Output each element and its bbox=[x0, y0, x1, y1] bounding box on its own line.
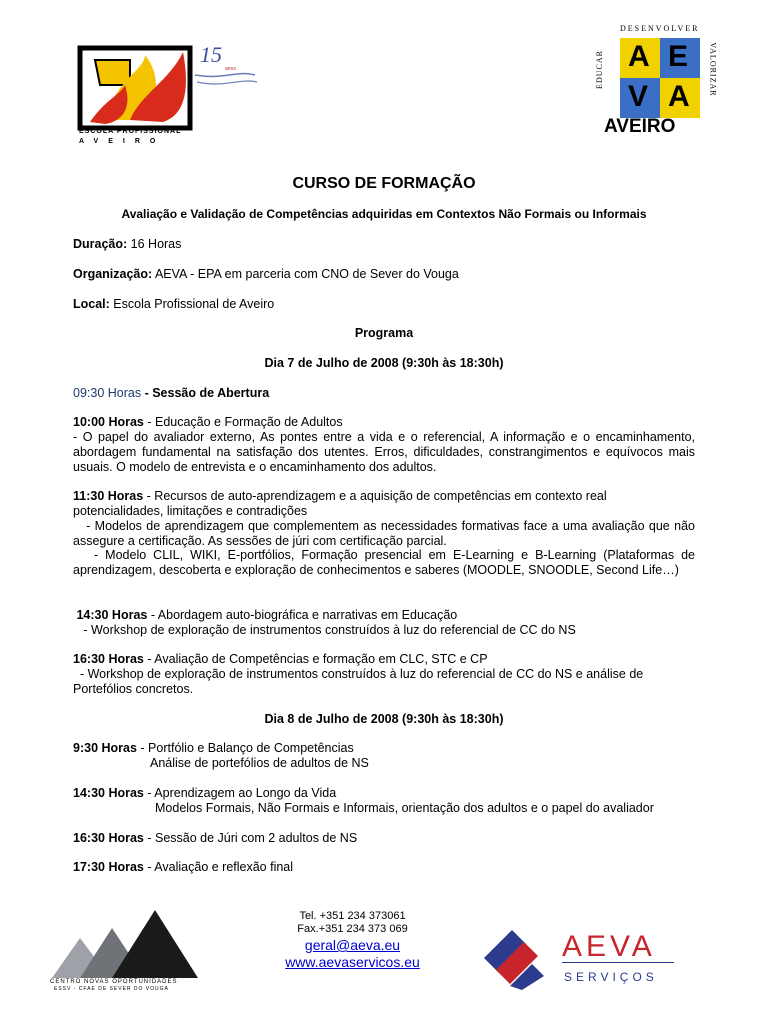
footer-email-link[interactable]: geral@aeva.eu bbox=[304, 937, 401, 953]
anniversary-small-text: anos bbox=[225, 66, 236, 72]
day1-session4 bbox=[73, 608, 695, 623]
aeva-servicos-subword: SERVIÇOS bbox=[564, 970, 658, 984]
day2-s2-time: 14:30 Horas bbox=[73, 786, 144, 800]
aeva-letter-v: V bbox=[628, 80, 649, 113]
day1-heading: Dia 7 de Julho de 2008 (9:30h às 18:30h) bbox=[264, 356, 504, 370]
day2-session2 bbox=[73, 786, 695, 801]
day1-s3-title: - Recursos de auto-aprendizagem e a aquisição de competências em contexto real potencialidades, limitações e contradições bbox=[73, 489, 607, 518]
day2-s2-body: Modelos Formais, Não Formais e Informais, orientação dos adultos e o papel do avaliador bbox=[155, 801, 654, 815]
day1-s2-title: - Educação e Formação de Adultos bbox=[143, 415, 343, 429]
day2-session4 bbox=[73, 860, 695, 875]
footer-contact bbox=[250, 910, 455, 971]
day1-s1-time: 09:30 Horas bbox=[73, 386, 142, 400]
local-value: Escola Profissional de Aveiro bbox=[109, 297, 275, 311]
aeva-servicos-word: AEVA bbox=[562, 930, 656, 963]
day2-s3-title: - Sessão de Júri com 2 adultos de NS bbox=[143, 831, 358, 845]
anniversary-number: 15 bbox=[200, 42, 222, 67]
day2-s1-title: - Portfólio e Balanço de Competências bbox=[136, 741, 354, 755]
day1-s4-title: - Abordagem auto-biográfica e narrativas em Educação bbox=[147, 608, 458, 622]
aeva-letter-a1: A bbox=[628, 40, 650, 73]
day2-session3 bbox=[73, 831, 695, 846]
aeva-logo-word: AVEIRO bbox=[604, 116, 676, 137]
day2-s4-time: 17:30 Horas bbox=[73, 860, 144, 874]
organizacao-line bbox=[73, 267, 695, 282]
cno-logo-line2: ESSV - CFAE DE SEVER DO VOUGA bbox=[54, 986, 169, 992]
aeva-letter-e: E bbox=[668, 40, 689, 73]
day2-s2-title: - Aprendizagem ao Longo da Vida bbox=[143, 786, 337, 800]
page-subtitle: Avaliação e Validação de Competências adquiridas em Contextos Não Formais ou Informais bbox=[121, 207, 647, 221]
organizacao-label: Organização: bbox=[73, 267, 153, 281]
day1-s5-title: - Avaliação de Competências e formação em CLC, STC e CP bbox=[143, 652, 488, 666]
day1-session5 bbox=[73, 652, 695, 667]
cno-logo bbox=[50, 908, 200, 993]
escola-logo-line2: AVEIRO bbox=[79, 138, 166, 145]
day1-s2-body: - O papel do avaliador externo, As pontes entre a vida e o referencial, A informação e o encaminhamento, abordagem fundamental na satisfação dos utentes. Erros, dificuldades, constrangimentos e equívocos mais usuais. O modelo de entrevista e o encaminhamento dos adultos. bbox=[73, 430, 695, 474]
local-line bbox=[73, 297, 695, 312]
aeva-letter-a2: A bbox=[668, 80, 690, 113]
cno-logo-line1: CENTRO NOVAS OPORTUNIDADES bbox=[50, 979, 178, 985]
day1-s3-body2: - Modelo CLIL, WIKI, E-portfólios, Formação presencial em E-Learning e B-Learning (Plataformas de aprendizagem, descoberta e exploração de conhecimentos e saberes (MOODLE, SNOODLE, Second Life…) bbox=[73, 548, 699, 577]
duracao-line bbox=[73, 237, 695, 252]
day1-s4-body: - Workshop de exploração de instrumentos construídos à luz do referencial de CC do NS bbox=[73, 623, 576, 637]
day1-s1-title: - Sessão de Abertura bbox=[141, 386, 270, 400]
day2-s1-body: Análise de portefólios de adultos de NS bbox=[150, 756, 369, 770]
footer-website-link[interactable]: www.aevaservicos.eu bbox=[285, 954, 420, 970]
day1-s5-body: - Workshop de exploração de instrumentos construídos à luz do referencial de CC do NS e análise de Portefólios concretos. bbox=[73, 667, 647, 696]
day1-session2 bbox=[73, 415, 695, 430]
organizacao-value: AEVA - EPA em parceria com CNO de Sever do Vouga bbox=[152, 267, 459, 281]
day2-s1-time: 9:30 Horas bbox=[73, 741, 137, 755]
duracao-value: 16 Horas bbox=[127, 237, 182, 251]
page-title: CURSO DE FORMAÇÃO bbox=[292, 175, 476, 192]
aeva-servicos-graphic bbox=[482, 928, 562, 993]
day2-s3-time: 16:30 Horas bbox=[73, 831, 144, 845]
day2-s4-title: - Avaliação e reflexão final bbox=[143, 860, 294, 874]
aeva-servicos-divider bbox=[562, 962, 674, 963]
day1-s3-body1: - Modelos de aprendizagem que complementem as necessidades formativas face a uma avaliação que não assegure a certificação. As sessões de júri com certificação parcial. bbox=[73, 519, 699, 548]
aeva-arc-top: DESENVOLVER bbox=[620, 24, 700, 33]
day1-session3 bbox=[73, 489, 695, 519]
day1-s5-time: 16:30 Horas bbox=[73, 652, 144, 666]
footer-tel: Tel. +351 234 373061 bbox=[299, 910, 406, 922]
escola-logo-line1: ESCOLA PROFISSIONAL bbox=[79, 128, 182, 135]
programa-heading: Programa bbox=[354, 326, 414, 340]
escola-profissional-logo bbox=[75, 40, 265, 150]
day1-s3-time: 11:30 Horas bbox=[73, 489, 144, 503]
aeva-arc-left: EDUCAR bbox=[594, 50, 604, 89]
aeva-servicos-logo bbox=[482, 928, 682, 993]
aeva-arc-right: VALORIZAR bbox=[708, 42, 718, 97]
day1-s4-time: 14:30 Horas bbox=[73, 608, 148, 622]
duracao-label: Duração: bbox=[73, 237, 128, 251]
local-label: Local: bbox=[73, 297, 110, 311]
day1-session1 bbox=[73, 386, 695, 401]
cno-logo-graphic bbox=[50, 908, 200, 980]
day2-session1 bbox=[73, 741, 695, 756]
footer-fax: Fax.+351 234 373 069 bbox=[297, 923, 408, 935]
day1-s2-time: 10:00 Horas bbox=[73, 415, 144, 429]
day2-heading: Dia 8 de Julho de 2008 (9:30h às 18:30h) bbox=[264, 712, 504, 726]
aeva-aveiro-logo bbox=[594, 20, 723, 145]
